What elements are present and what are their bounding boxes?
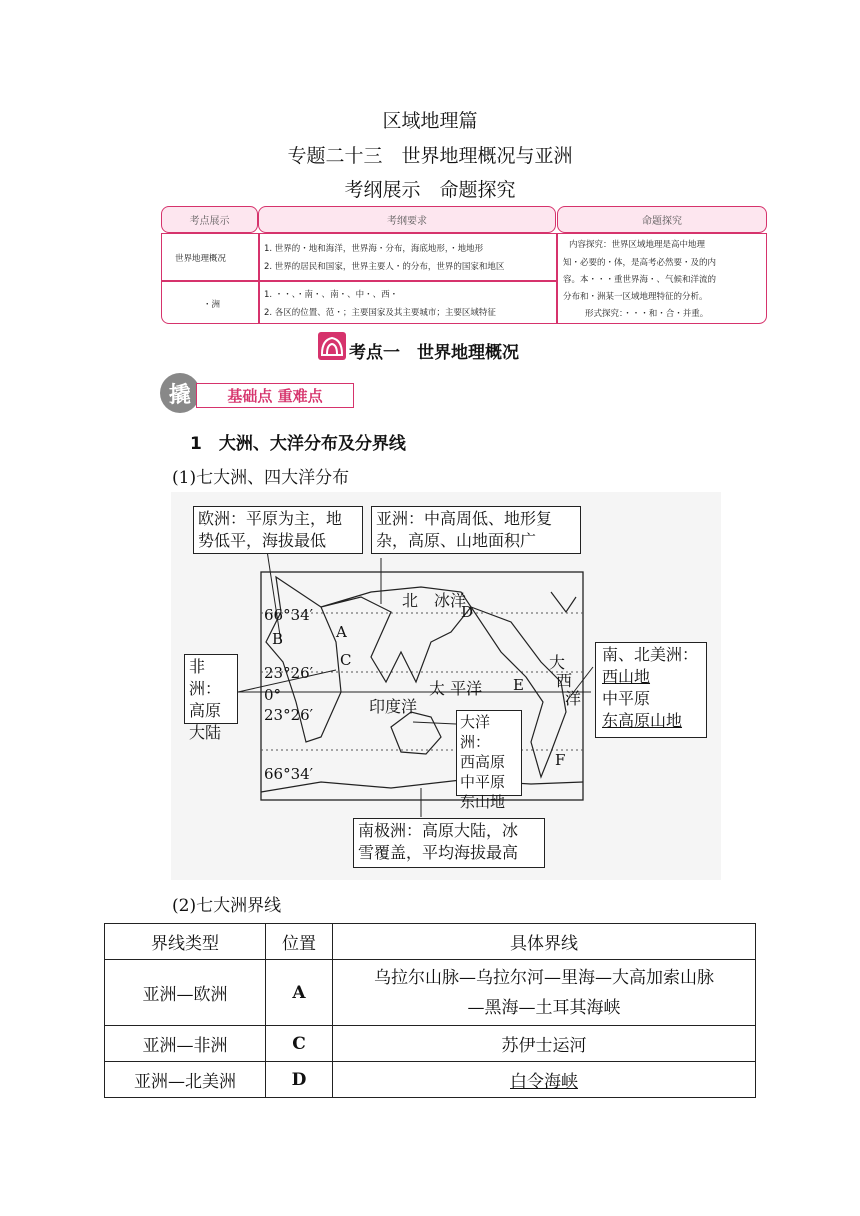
row1-point: 世界地理概况 (175, 254, 227, 264)
inquiry-line: 知・必要的・体，是高考必然要・及的内 (563, 258, 717, 268)
badge-label: 基础点 重难点 (196, 383, 354, 408)
ocean-atlantic-2: 西 (556, 671, 573, 690)
oceania-label: 大洋洲： 西高原 中平原 东山地 (456, 710, 522, 796)
marker-a: A (336, 623, 347, 641)
topic-title: 专题二十三 世界地理概况与亚洲 (287, 145, 573, 167)
inquiry-line: 内容探究：世界区域地理是高中地理 (569, 240, 706, 250)
row2-req1: 1. ・・、・南・、南・、中・、西・ (264, 290, 399, 300)
latitude-label: 0° (264, 686, 282, 704)
sub-heading: (1)七大洲、四大洋分布 (172, 468, 350, 488)
col-header: 界线类型 (105, 924, 266, 960)
row1-req2: 2. 世界的居民和国家，世界主要人・的分布，世界的国家和地区 (264, 262, 505, 272)
latitude-label: 66°34′ (264, 765, 314, 783)
latitude-label: 66°34′ (264, 606, 314, 624)
marker-d: D (461, 603, 474, 621)
ocean-atlantic-1: 大 (549, 653, 566, 672)
table-row: 亚洲—北美洲 D 白令海峡 (105, 1062, 756, 1098)
europe-label: 欧洲：平原为主，地 势低平，海拔最低 (193, 506, 363, 554)
marker-f: F (555, 751, 566, 769)
col-header: 位置 (266, 924, 333, 960)
americas-label: 南、北美洲： 西山地 中平原 东高原山地 (595, 642, 707, 738)
latitude-label: 23°26′ (264, 664, 314, 682)
header-point: 考点展示 (161, 206, 258, 233)
badge-icon: 撬 (160, 373, 200, 413)
ocean-atlantic-3: 洋 (565, 689, 582, 708)
asia-label: 亚洲：中高周低、地形复 杂，高原、山地面积广 (371, 506, 581, 554)
table-row: 亚洲—非洲 C 苏伊士运河 (105, 1026, 756, 1062)
ocean-indian: 印度洋 (369, 697, 418, 716)
boundary-line-1: 乌拉尔山脉—乌拉尔河—里海—大高加索山脉 (374, 967, 714, 988)
row2-point: ・洲 (203, 300, 221, 310)
world-map-diagram (171, 492, 721, 880)
header-inquiry: 命题探究 (557, 206, 767, 233)
sub-heading: (2)七大洲界线 (172, 896, 282, 916)
section-title: 区域地理篇 (382, 110, 478, 132)
boundary-line-2: —黑海—土耳其海峡 (467, 997, 621, 1018)
exam-outline-table (161, 206, 767, 324)
kaodian-icon (318, 332, 346, 360)
section-heading: 1 大洲、大洋分布及分界线 (190, 434, 406, 454)
header-requirements: 考纲要求 (258, 206, 556, 233)
ocean-pacific: 太 平洋 (429, 679, 483, 698)
marker-e: E (513, 676, 524, 694)
row1-req1: 1. 世界的・地和海洋，世界海・分布，海底地形，・地地形 (264, 244, 484, 254)
marker-c: C (340, 651, 352, 669)
table-row: 亚洲—欧洲 A 乌拉尔山脉—乌拉尔河—里海—大高加索山脉 —黑海—土耳其海峡 (105, 960, 756, 1026)
row2-req2: 2. 各区的位置、范・；主要国家及其主要城市；主要区域特征 (264, 308, 496, 318)
marker-b: B (272, 630, 284, 648)
antarctica-label: 南极洲：高原大陆，冰 雪覆盖，平均海拔最高 (353, 818, 545, 868)
boundary-table (104, 923, 756, 1098)
col-header: 具体界线 (333, 924, 756, 960)
kaodian-title: 考点一 世界地理概况 (349, 343, 519, 363)
ocean-arctic: 北 冰洋 (402, 591, 467, 610)
latitude-label: 23°26′ (264, 706, 314, 724)
inquiry-line: 形式探究：・・・和・合・并重。 (585, 309, 709, 319)
inquiry-line: 容。本・・・重世界海・、气候和洋流的 (563, 275, 717, 285)
africa-label: 非洲： 高原 大陆 (184, 654, 238, 724)
subtitle: 考纲展示 命题探究 (344, 179, 516, 201)
inquiry-line: 分布和・洲某一区域地理特征的分析。 (563, 292, 708, 302)
